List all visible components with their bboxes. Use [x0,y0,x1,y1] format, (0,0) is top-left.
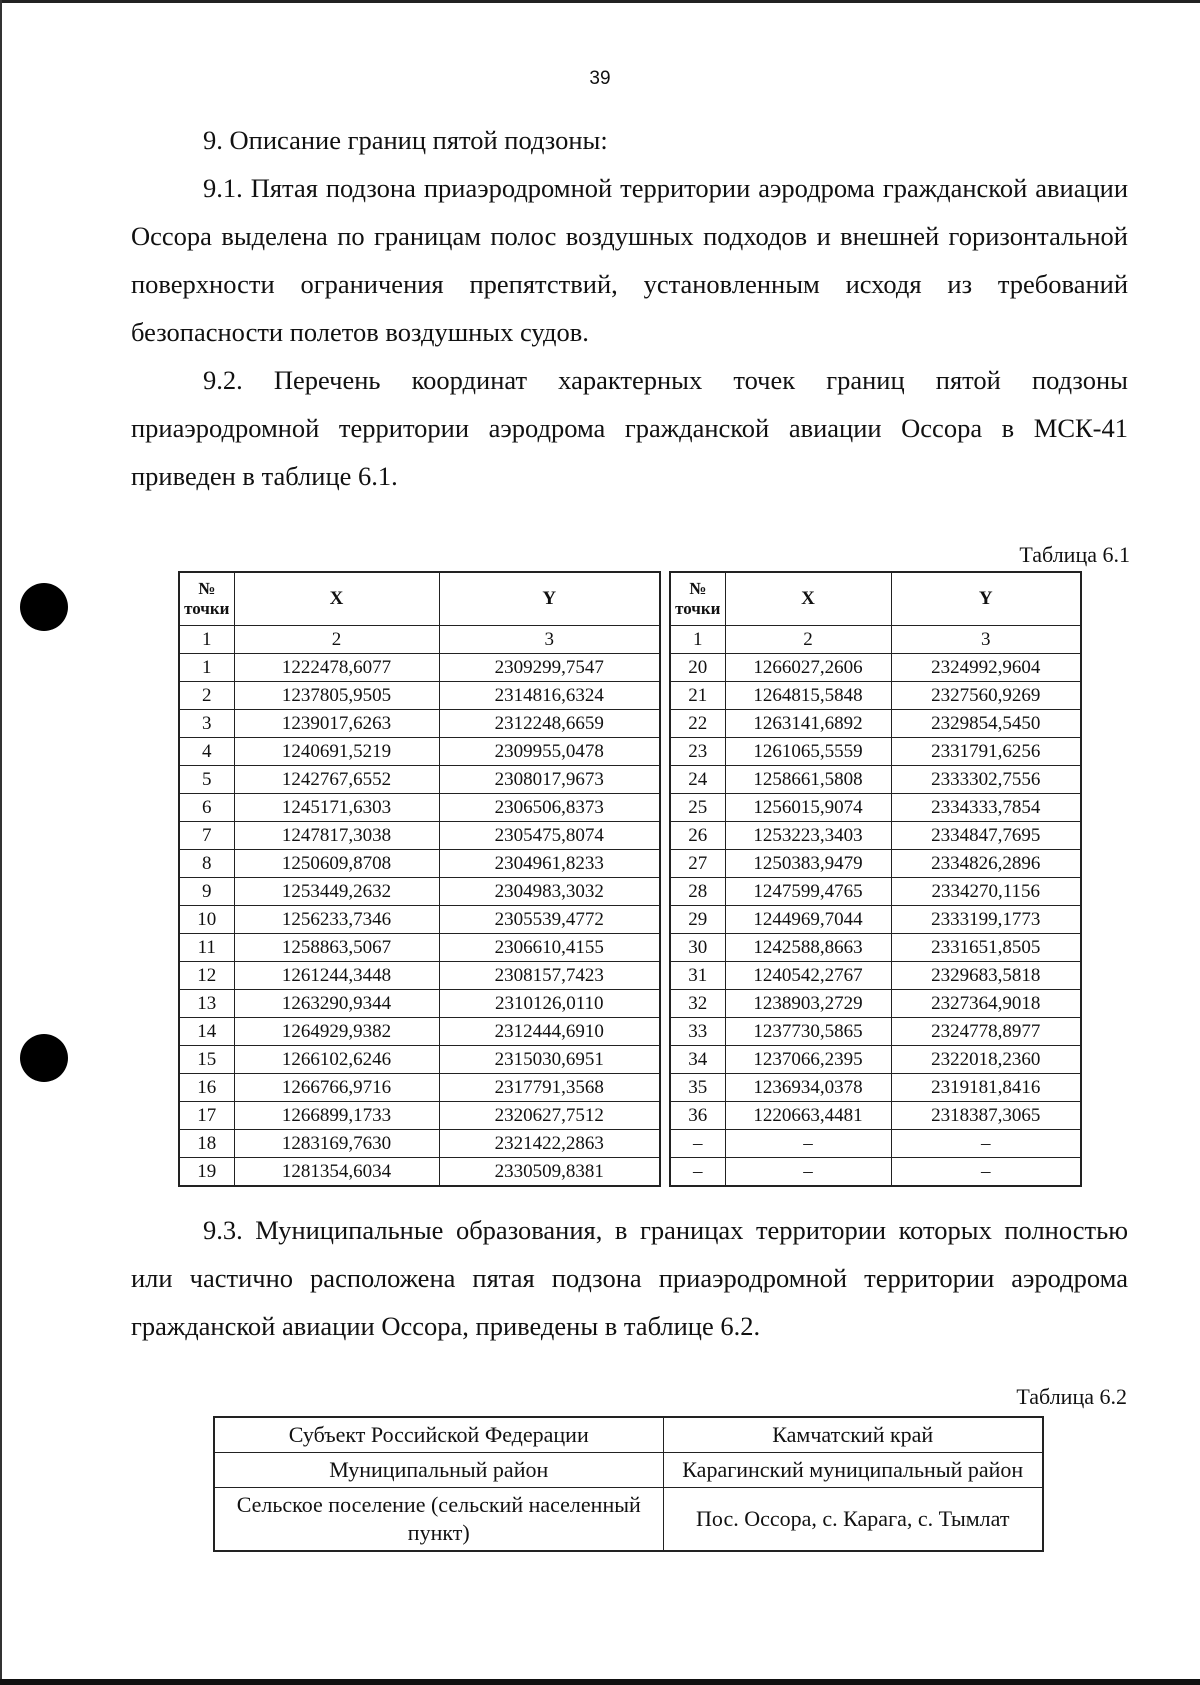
column-header-y: Y [439,572,660,626]
column-index: 1 [179,626,234,654]
table-row [670,1046,1081,1074]
x-coordinate: 1266102,6246 [234,1046,439,1074]
x-coordinate: 1264929,9382 [234,1018,439,1046]
y-coordinate: 2330509,8381 [439,1158,660,1187]
table-row [670,878,1081,906]
table-row [179,1074,660,1102]
y-coordinate: 2329683,5818 [891,962,1081,990]
y-coordinate: 2333199,1773 [891,906,1081,934]
y-coordinate: 2305475,8074 [439,822,660,850]
table-row [670,850,1081,878]
table-row [179,738,660,766]
table-row [670,962,1081,990]
point-number: 28 [670,878,725,906]
table-row [179,822,660,850]
table-row [179,1130,660,1158]
table-row [670,710,1081,738]
y-coordinate: 2306506,8373 [439,794,660,822]
punch-hole [20,583,68,631]
table-row [670,654,1081,682]
x-coordinate: 1263290,9344 [234,990,439,1018]
x-coordinate: 1264815,5848 [725,682,891,710]
y-coordinate: 2312444,6910 [439,1018,660,1046]
y-coordinate: – [891,1158,1081,1187]
table-row [179,990,660,1018]
point-number: 19 [179,1158,234,1187]
table-row [670,1130,1081,1158]
page-top-edge [0,0,1200,3]
point-number: 16 [179,1074,234,1102]
point-number: 20 [670,654,725,682]
point-number: 12 [179,962,234,990]
point-number: 5 [179,766,234,794]
table-row [179,766,660,794]
municipalities-table [213,1416,1044,1552]
x-coordinate: 1247599,4765 [725,878,891,906]
point-number: 6 [179,794,234,822]
table-row [670,738,1081,766]
y-coordinate: 2319181,8416 [891,1074,1081,1102]
column-index: 3 [439,626,660,654]
column-header-point-number: № точки [179,572,234,626]
municipality-value: Камчатский край [663,1417,1043,1453]
x-coordinate: 1238903,2729 [725,990,891,1018]
point-number: 25 [670,794,725,822]
y-coordinate: 2322018,2360 [891,1046,1081,1074]
point-number: 23 [670,738,725,766]
x-coordinate: 1250609,8708 [234,850,439,878]
point-number: 30 [670,934,725,962]
x-coordinate: 1261065,5559 [725,738,891,766]
table-row [670,1158,1081,1187]
column-header-point-number: № точки [670,572,725,626]
y-coordinate: 2310126,0110 [439,990,660,1018]
point-number: 22 [670,710,725,738]
coordinates-table-right [669,571,1082,1187]
point-number: 11 [179,934,234,962]
y-coordinate: 2314816,6324 [439,682,660,710]
section-heading-9: 9. Описание границ пятой подзоны: [203,125,608,155]
x-coordinate: – [725,1130,891,1158]
x-coordinate: 1237730,5865 [725,1018,891,1046]
y-coordinate: 2320627,7512 [439,1102,660,1130]
point-number: 7 [179,822,234,850]
table-row [179,1018,660,1046]
y-coordinate: – [891,1130,1081,1158]
point-number: 27 [670,850,725,878]
point-number: 26 [670,822,725,850]
table-row [670,934,1081,962]
x-coordinate: 1222478,6077 [234,654,439,682]
x-coordinate: 1258863,5067 [234,934,439,962]
municipality-label: Субъект Российской Федерации [214,1417,663,1453]
table-row [179,934,660,962]
table-6-1-caption: Таблица 6.1 [1019,542,1130,567]
point-number: 18 [179,1130,234,1158]
y-coordinate: 2327364,9018 [891,990,1081,1018]
y-coordinate: 2327560,9269 [891,682,1081,710]
x-coordinate: 1240542,2767 [725,962,891,990]
x-coordinate: 1242767,6552 [234,766,439,794]
point-number: 9 [179,878,234,906]
paragraph-9-1: 9.1. Пятая подзона приаэродромной территории аэродрома гражданской авиации Оссора выделена по границам полос воздушных подходов и внешней горизонтальной поверхности ограничения препятствий, установленным исходя из требований безопасности полетов воздушных судов. [131,173,1128,347]
y-coordinate: 2334270,1156 [891,878,1081,906]
x-coordinate: 1283169,7630 [234,1130,439,1158]
x-coordinate: 1256233,7346 [234,906,439,934]
x-coordinate: 1266899,1733 [234,1102,439,1130]
x-coordinate: 1247817,3038 [234,822,439,850]
point-number: 32 [670,990,725,1018]
y-coordinate: 2312248,6659 [439,710,660,738]
page-left-edge [0,0,2,1685]
y-coordinate: 2317791,3568 [439,1074,660,1102]
y-coordinate: 2334847,7695 [891,822,1081,850]
y-coordinate: 2305539,4772 [439,906,660,934]
page-number: 39 [589,68,611,89]
paragraph-9-2: 9.2. Перечень координат характерных точек границ пятой подзоны приаэродромной территории аэродрома гражданской авиации Оссора в МСК-41 приведен в таблице 6.1. [131,365,1128,491]
column-index: 2 [234,626,439,654]
point-number: 29 [670,906,725,934]
punch-hole [20,1034,68,1082]
table-row [179,850,660,878]
column-index: 2 [725,626,891,654]
y-coordinate: 2308157,7423 [439,962,660,990]
x-coordinate: 1253223,3403 [725,822,891,850]
paragraph-9-3: 9.3. Муниципальные образования, в границах территории которых полностью или частично расположена пятая подзона приаэродромной территории аэродрома гражданской авиации Оссора, приведены в таблице 6.2. [131,1215,1128,1341]
y-coordinate: 2331791,6256 [891,738,1081,766]
table-row [179,710,660,738]
page-bottom-edge [0,1679,1200,1685]
point-number: 14 [179,1018,234,1046]
x-coordinate: 1250383,9479 [725,850,891,878]
x-coordinate: – [725,1158,891,1187]
municipality-label: Муниципальный район [214,1453,663,1488]
y-coordinate: 2324778,8977 [891,1018,1081,1046]
x-coordinate: 1266766,9716 [234,1074,439,1102]
table-row [179,654,660,682]
table-row [670,682,1081,710]
table-row [670,1018,1081,1046]
point-number: 3 [179,710,234,738]
coordinates-table-left [178,571,661,1187]
point-number: 10 [179,906,234,934]
x-coordinate: 1256015,9074 [725,794,891,822]
point-number: 24 [670,766,725,794]
point-number: 35 [670,1074,725,1102]
table-row [670,1074,1081,1102]
table-row [670,794,1081,822]
x-coordinate: 1263141,6892 [725,710,891,738]
table-row [670,822,1081,850]
x-coordinate: 1236934,0378 [725,1074,891,1102]
x-coordinate: 1237805,9505 [234,682,439,710]
x-coordinate: 1281354,6034 [234,1158,439,1187]
y-coordinate: 2324992,9604 [891,654,1081,682]
table-6-2-caption: Таблица 6.2 [1016,1384,1127,1409]
table-row [179,1046,660,1074]
table-row [670,906,1081,934]
column-header-x: X [234,572,439,626]
column-index: 3 [891,626,1081,654]
point-number: 8 [179,850,234,878]
point-number: 17 [179,1102,234,1130]
y-coordinate: 2304983,3032 [439,878,660,906]
x-coordinate: 1261244,3448 [234,962,439,990]
x-coordinate: 1242588,8663 [725,934,891,962]
column-header-y: Y [891,572,1081,626]
table-row [670,1102,1081,1130]
point-number: – [670,1158,725,1187]
x-coordinate: 1266027,2606 [725,654,891,682]
x-coordinate: 1258661,5808 [725,766,891,794]
point-number: 36 [670,1102,725,1130]
table-row [670,990,1081,1018]
x-coordinate: 1245171,6303 [234,794,439,822]
y-coordinate: 2318387,3065 [891,1102,1081,1130]
municipality-value: Карагинский муниципальный район [663,1453,1043,1488]
point-number: 21 [670,682,725,710]
y-coordinate: 2321422,2863 [439,1130,660,1158]
municipality-value: Пос. Оссора, с. Карага, с. Тымлат [663,1488,1043,1552]
point-number: 1 [179,654,234,682]
y-coordinate: 2333302,7556 [891,766,1081,794]
table-row [179,962,660,990]
y-coordinate: 2331651,8505 [891,934,1081,962]
x-coordinate: 1237066,2395 [725,1046,891,1074]
x-coordinate: 1240691,5219 [234,738,439,766]
point-number: 15 [179,1046,234,1074]
y-coordinate: 2334333,7854 [891,794,1081,822]
point-number: 34 [670,1046,725,1074]
table-row [179,682,660,710]
y-coordinate: 2309299,7547 [439,654,660,682]
table-row [179,906,660,934]
point-number: 2 [179,682,234,710]
table-row [179,1102,660,1130]
table-row [179,1158,660,1187]
column-index: 1 [670,626,725,654]
x-coordinate: 1220663,4481 [725,1102,891,1130]
point-number: 13 [179,990,234,1018]
y-coordinate: 2309955,0478 [439,738,660,766]
table-row [670,766,1081,794]
point-number: – [670,1130,725,1158]
x-coordinate: 1253449,2632 [234,878,439,906]
y-coordinate: 2304961,8233 [439,850,660,878]
point-number: 4 [179,738,234,766]
table-row [179,794,660,822]
municipality-label: Сельское поселение (сельский населенный пункт) [214,1488,663,1552]
y-coordinate: 2329854,5450 [891,710,1081,738]
x-coordinate: 1239017,6263 [234,710,439,738]
point-number: 33 [670,1018,725,1046]
column-header-x: X [725,572,891,626]
y-coordinate: 2306610,4155 [439,934,660,962]
y-coordinate: 2334826,2896 [891,850,1081,878]
y-coordinate: 2315030,6951 [439,1046,660,1074]
point-number: 31 [670,962,725,990]
y-coordinate: 2308017,9673 [439,766,660,794]
table-row [179,878,660,906]
x-coordinate: 1244969,7044 [725,906,891,934]
